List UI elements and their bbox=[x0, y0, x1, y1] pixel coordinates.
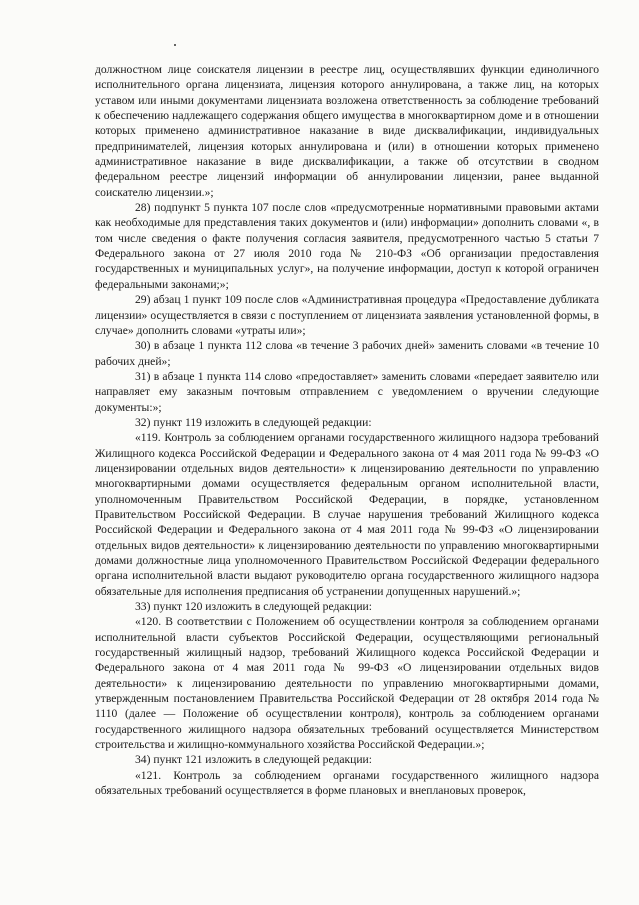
scan-speck bbox=[174, 44, 176, 46]
paragraph-item-28: 28) подпункт 5 пункта 107 после слов «предусмотренные нормативными правовыми актами как необходимые для представления таких документов и (или) информации» дополнить словами «, в том числе сведения о факте получения согласия заявителя, предусмотренного частью 5 статьи 7 Федерального закона от 27 июля 2010 года № 210-ФЗ «Об организации предоставления государственных и муниципальных услуг», на получение информации, доступ к которой ограничен федеральными законами;»; bbox=[95, 201, 599, 291]
paragraph-item-31: 31) в абзаце 1 пункта 114 слово «предоставляет» заменить словами «передает заявителю или направляет ему заказным почтовым отправлением с уведомлением о вручении следующие документы:»; bbox=[95, 369, 599, 414]
paragraph-continuation: должностном лице соискателя лицензии в реестре лиц, осуществлявших функции единоличного исполнительного органа лицензиата, лицензия которого аннулирована, а также лиц, на которых уставом или иными документами лицензиата возложена ответственность за соблюдение требований к обеспечению надлежащего содержания общего имущества в многоквартирном доме и в отношении которых применено административное наказание в виде дисквалификации, индивидуальных предпринимателей, лицензия которых аннулирована и (или) в отношении которых применено административное наказание в виде дисквалификации, а также об отсутствии в сводном федеральном реестре лицензий информации об аннулировании лицензии, ранее выданной соискателю лицензии.»; bbox=[95, 63, 599, 199]
paragraph-item-29: 29) абзац 1 пункт 109 после слов «Административная процедура «Предоставление дубликата лицензии» осуществляется в связи с поступлением от лицензиата заявления установленной формы, в случае» дополнить словами «утраты или»; bbox=[95, 293, 599, 337]
paragraph-item-33: 33) пункт 120 изложить в следующей редакции: bbox=[135, 600, 372, 614]
paragraph-quote-119: «119. Контроль за соблюдением органами государственного жилищного надзора требований Жилищного кодекса Российской Федерации и Федерального закона от 4 мая 2011 года № 99-ФЗ «О лицензировании отдельных видов деятельности» к лицензированию деятельности по управлению многоквартирными домами осуществляется федеральным органом исполнительной власти, уполномоченным Правительством Российской Федерации, в порядке, установленном Правительством Российской Федерации. В случае нарушения требований Жилищного кодекса Российской Федерации и Федерального закона от 4 мая 2011 года № 99-ФЗ «О лицензировании отдельных видов деятельности» к лицензированию деятельности по управлению многоквартирными домами должностные лица уполномоченного Правительством Российской Федерации федерального органа исполнительной власти выдают руководителю органа государственного жилищного надзора обязательные для исполнения предписания об устранении допущенных нарушений.»; bbox=[95, 431, 599, 598]
paragraph-item-30: 30) в абзаце 1 пункта 112 слова «в течение 3 рабочих дней» заменить словами «в течение 10 рабочих дней»; bbox=[95, 339, 599, 368]
paragraph-item-34: 34) пункт 121 изложить в следующей редакции: bbox=[135, 753, 372, 767]
paragraph-quote-121: «121. Контроль за соблюдением органами государственного жилищного надзора обязательных требований осуществляется в форме плановых и внеплановых проверок, bbox=[95, 768, 599, 798]
paragraph-quote-120: «120. В соответствии с Положением об осуществлении контроля за соблюдением органами исполнительной власти субъектов Российской Федерации, осуществляющими региональный государственный жилищный надзор, требований Жилищного кодекса Российской Федерации и Федерального закона от 4 мая 2011 года № 99-ФЗ «О лицензировании отдельных видов деятельности» к лицензированию деятельности по управлению многоквартирными домами, утвержденным постановлением Правительства Российской Федерации от 28 октября 2014 года № 1110 (далее — Положение об осуществлении контроля), контроль за соблюдением органами государственного жилищного надзора обязательных требований осуществляется Министерством строительства и жилищно-коммунального хозяйства Российской Федерации.»; bbox=[95, 615, 599, 752]
paragraph-item-32: 32) пункт 119 изложить в следующей редакции: bbox=[135, 415, 372, 429]
